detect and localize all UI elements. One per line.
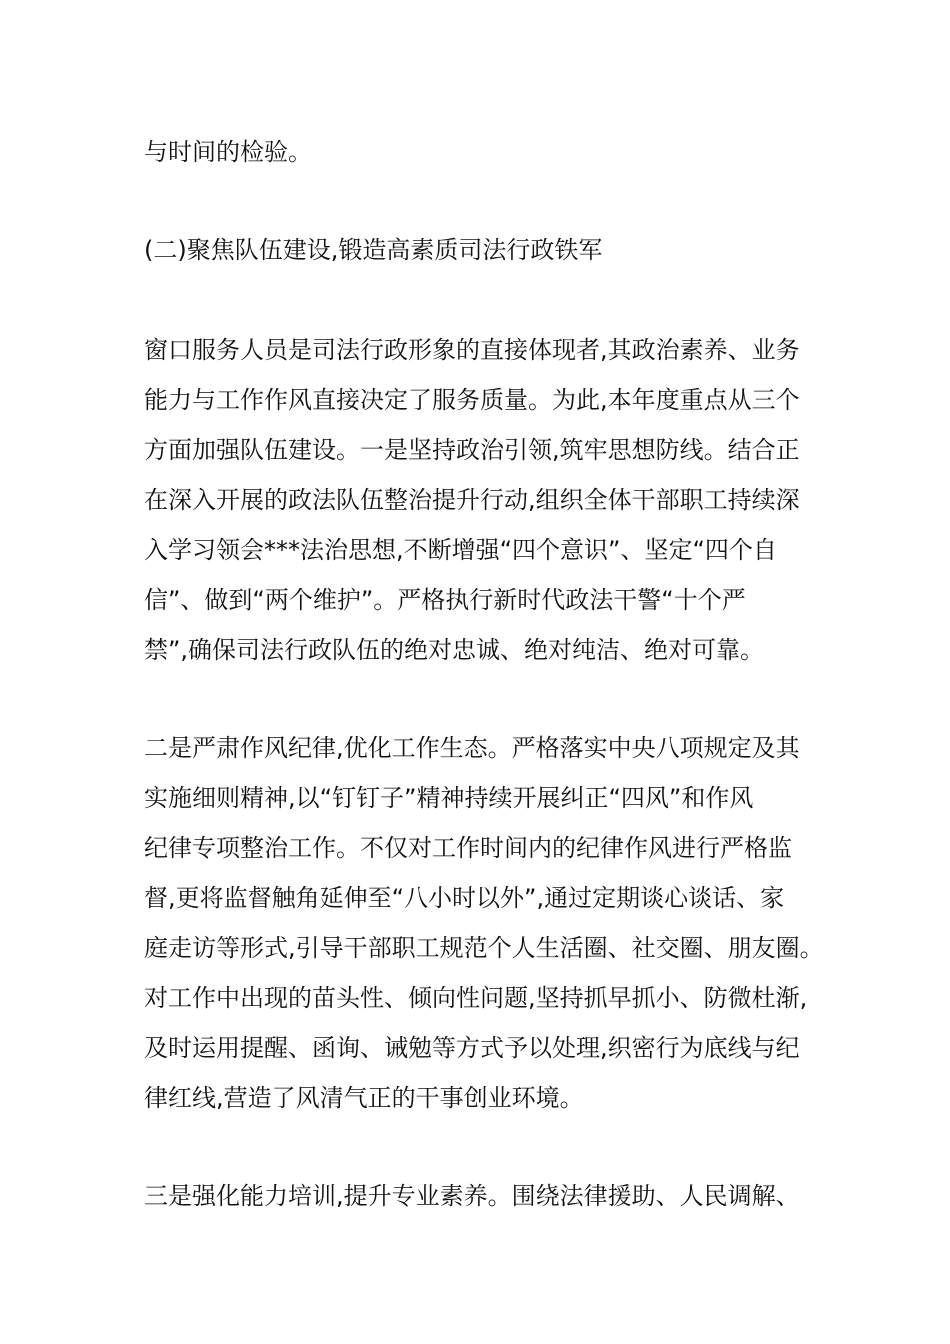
text-line: 对工作中出现的苗头性、倾向性问题,坚持抓早抓小、防微杜渐, [144, 984, 808, 1012]
text-line: 窗口服务人员是司法行政形象的直接体现者,其政治素养、业务 [144, 336, 800, 364]
section-heading: (二)聚焦队伍建设,锻造高素质司法行政铁军 [144, 236, 603, 264]
text-line: 纪律专项整治工作。不仅对工作时间内的纪律作风进行严格监 [144, 834, 792, 862]
text-line: 督,更将监督触角延伸至“八小时以外”,通过定期谈心谈话、家 [144, 884, 785, 912]
text-line: 实施细则精神,以“钉钉子”精神持续开展纠正“四风”和作风 [144, 784, 754, 812]
text-line: 庭走访等形式,引导干部职工规范个人生活圈、社交圈、朋友圈。 [144, 934, 824, 962]
text-line: 入学习领会***法治思想,不断增强“四个意识”、坚定“四个自 [144, 536, 777, 564]
text-line: 方面加强队伍建设。一是坚持政治引领,筑牢思想防线。结合正 [144, 436, 800, 464]
text-line: 与时间的检验。 [144, 138, 312, 166]
text-line: 律红线,营造了风清气正的干事创业环境。 [144, 1084, 584, 1112]
text-line: 禁”,确保司法行政队伍的绝对忠诚、绝对纯洁、绝对可靠。 [144, 636, 765, 664]
text-line: 二是严肃作风纪律,优化工作生态。严格落实中央八项规定及其 [144, 734, 800, 762]
text-line: 三是强化能力培训,提升专业素养。围绕法律援助、人民调解、 [144, 1182, 800, 1210]
text-line: 及时运用提醒、函询、诫勉等方式予以处理,织密行为底线与纪 [144, 1034, 800, 1062]
text-line: 能力与工作作风直接决定了服务质量。为此,本年度重点从三个 [144, 386, 800, 414]
text-line: 信”、做到“两个维护”。严格执行新时代政法干警“十个严 [144, 586, 746, 614]
text-line: 在深入开展的政法队伍整治提升行动,组织全体干部职工持续深 [144, 486, 800, 514]
